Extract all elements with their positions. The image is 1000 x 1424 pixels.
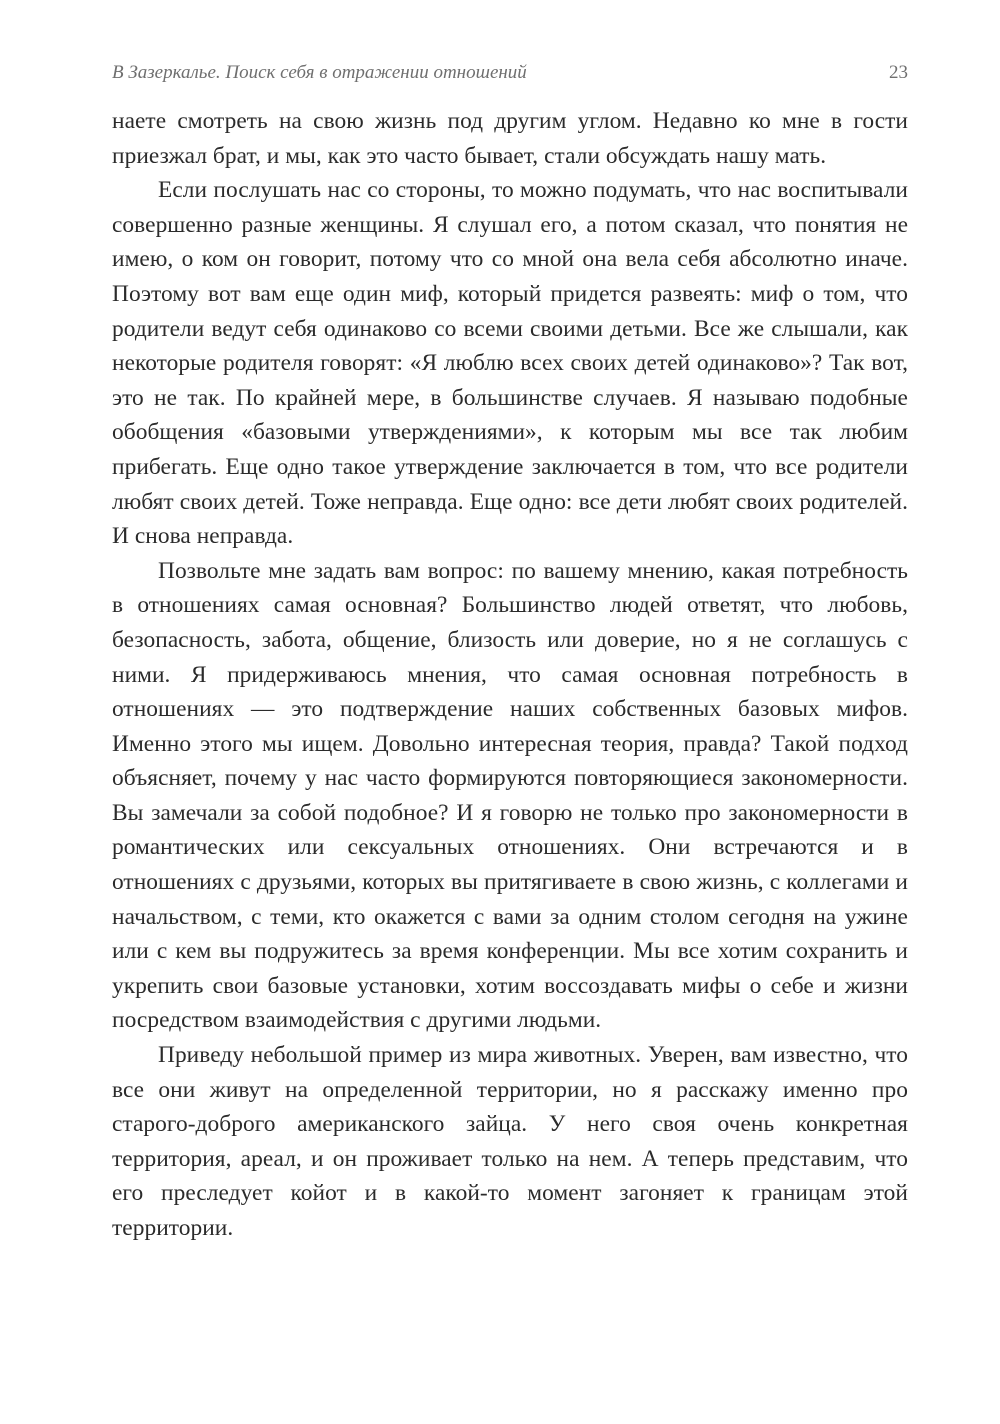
running-title: В Зазеркалье. Поиск себя в отражении отношений xyxy=(112,62,527,83)
page-number: 23 xyxy=(889,62,908,83)
body-text xyxy=(112,104,908,1246)
paragraph: Приведу небольшой пример из мира животных. Уверен, вам известно, что все они живут на определенной территории, но я расскажу именно про старого-доброго американского зайца. У него своя очень конкретная территория, ареал, и он проживает только на нем. А теперь представим, что его преследует койот и в какой-то момент загоняет к границам этой территории. xyxy=(112,1042,908,1241)
paragraph: Если послушать нас со стороны, то можно подумать, что нас воспитывали совершенно разные женщины. Я слушал его, а потом сказал, что понятия не имею, о ком он говорит, потому что со мной она вела себя абсолютно иначе. Поэтому вот вам еще один миф, который придется развеять: миф о том, что родители ведут себя одинаково со всеми своими детьми. Все же слышали, как некоторые родителя говорят: «Я люблю всех своих детей одинаково»? Так вот, это не так. По крайней мере, в большинстве случаев. Я называю подобные обобщения «базовыми утверждениями», к которым мы все так любим прибегать. Еще одно такое утверждение заключается в том, что все родители любят своих детей. Тоже неправда. Еще одно: все дети любят своих родителей. И снова неправда. xyxy=(112,177,908,550)
paragraph-continuation: наете смотреть на свою жизнь под другим углом. Недавно ко мне в гости приезжал брат, и мы, как это часто бывает, стали обсуждать нашу мать. xyxy=(112,108,908,169)
paragraph: Позвольте мне задать вам вопрос: по вашему мнению, какая потребность в отношениях самая основная? Большинство людей ответят, что любовь, безопасность, забота, общение, близость или доверие, но я не соглашусь с ними. Я придерживаюсь мнения, что самая основная потребность в отношениях — это подтверждение наших собственных базовых мифов. Именно этого мы ищем. Довольно интересная теория, правда? Такой подход объясняет, почему у нас часто формируются повторяющиеся закономерности. Вы замечали за собой подобное? И я говорю не только про закономерности в романтических или сексуальных отношениях. Они встречаются и в отношениях с друзьями, которых вы притягиваете в свою жизнь, с коллегами и начальством, с теми, кто окажется с вами за одним столом сегодня на ужине или с кем вы подружитесь за время конференции. Мы все хотим сохранить и укрепить свои базовые установки, хотим воссоздавать мифы о себе и жизни посредством взаимодействия с другими людьми. xyxy=(112,557,908,1034)
running-header xyxy=(112,62,908,92)
